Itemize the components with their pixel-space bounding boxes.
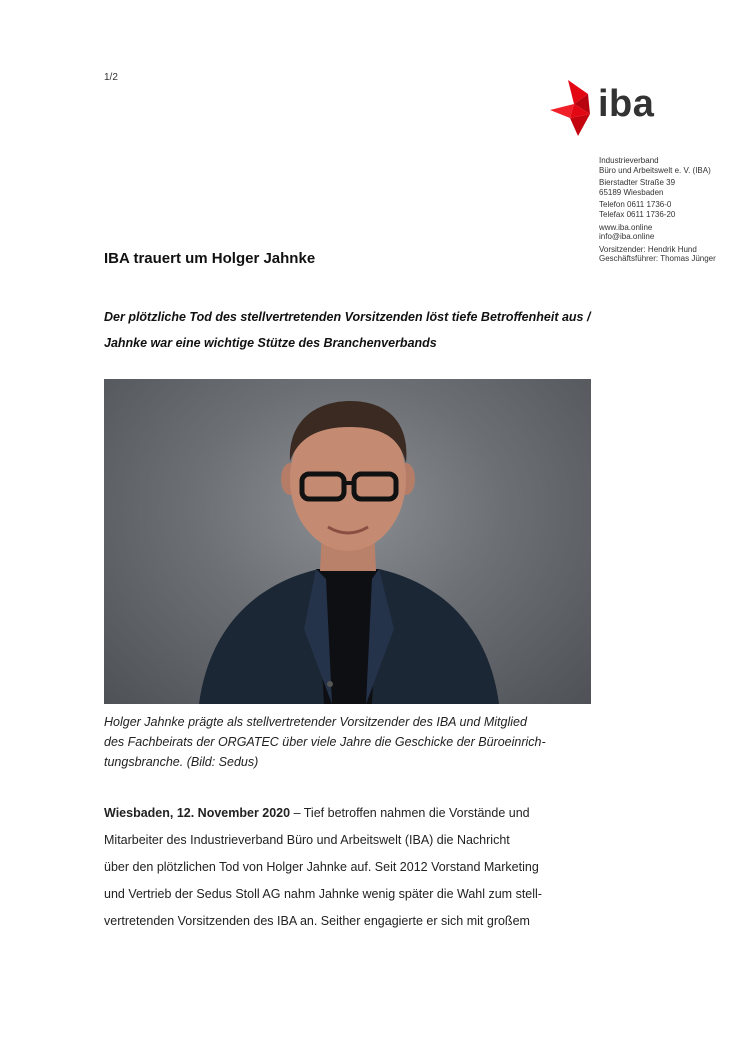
street: Bierstadter Straße 39 bbox=[599, 178, 676, 188]
body-line-4: und Vertrieb der Sedus Stoll AG nahm Jahnke wenig später die Wahl zum stell- bbox=[104, 887, 542, 901]
iba-logo-icon bbox=[548, 80, 594, 136]
managing-director: Geschäftsführer: Thomas Jünger bbox=[599, 254, 716, 264]
dateline: Wiesbaden, 12. November 2020 bbox=[104, 806, 291, 820]
body-line-3: über den plötzlichen Tod von Holger Jahnke auf. Seit 2012 Vorstand Marketing bbox=[104, 860, 539, 874]
org-line-1: Industrieverband bbox=[599, 156, 659, 165]
body-line-1 bbox=[104, 800, 588, 827]
page-number: 1/2 bbox=[104, 72, 118, 83]
caption-line-3: tungsbranche. (Bild: Sedus) bbox=[104, 755, 259, 769]
body-text bbox=[104, 800, 588, 935]
chairman: Vorsitzender: Hendrik Hund bbox=[599, 244, 697, 254]
headline: IBA trauert um Holger Jahnke bbox=[104, 250, 316, 267]
fax: Telefax 0611 1736-20 bbox=[599, 209, 676, 219]
body-line-2: Mitarbeiter des Industrieverband Büro und Arbeitswelt (IBA) die Nachricht bbox=[104, 833, 510, 847]
logo-wordmark: iba bbox=[598, 83, 655, 125]
address-block bbox=[599, 156, 739, 267]
body-line-5: vertretenden Vorsitzenden des IBA an. Seither engagierte er sich mit großem bbox=[104, 914, 530, 928]
org-line-2: Büro und Arbeitswelt e. V. (IBA) bbox=[599, 165, 711, 175]
city: 65189 Wiesbaden bbox=[599, 187, 664, 197]
portrait-photo bbox=[104, 379, 591, 704]
email-link[interactable]: info@iba.online bbox=[599, 232, 655, 242]
iba-logo bbox=[548, 80, 658, 136]
lead-paragraph: Der plötzliche Tod des stellvertretenden Vorsitzenden löst tiefe Betroffenheit aus / Jahnke war eine wichtige Stütze des Branchenverbands bbox=[104, 310, 591, 350]
caption-line-1: Holger Jahnke prägte als stellvertretender Vorsitzender des IBA und Mitglied bbox=[104, 715, 527, 729]
portrait-illustration bbox=[104, 379, 591, 704]
body-line-1-rest: – Tief betroffen nahmen die Vorstände und bbox=[290, 806, 530, 820]
photo-caption bbox=[104, 712, 584, 772]
caption-line-2: des Fachbeirats der ORGATEC über viele Jahre die Geschicke der Büroeinrich- bbox=[104, 735, 546, 749]
phone: Telefon 0611 1736-0 bbox=[599, 200, 672, 210]
website-link[interactable]: www.iba.online bbox=[599, 222, 653, 232]
